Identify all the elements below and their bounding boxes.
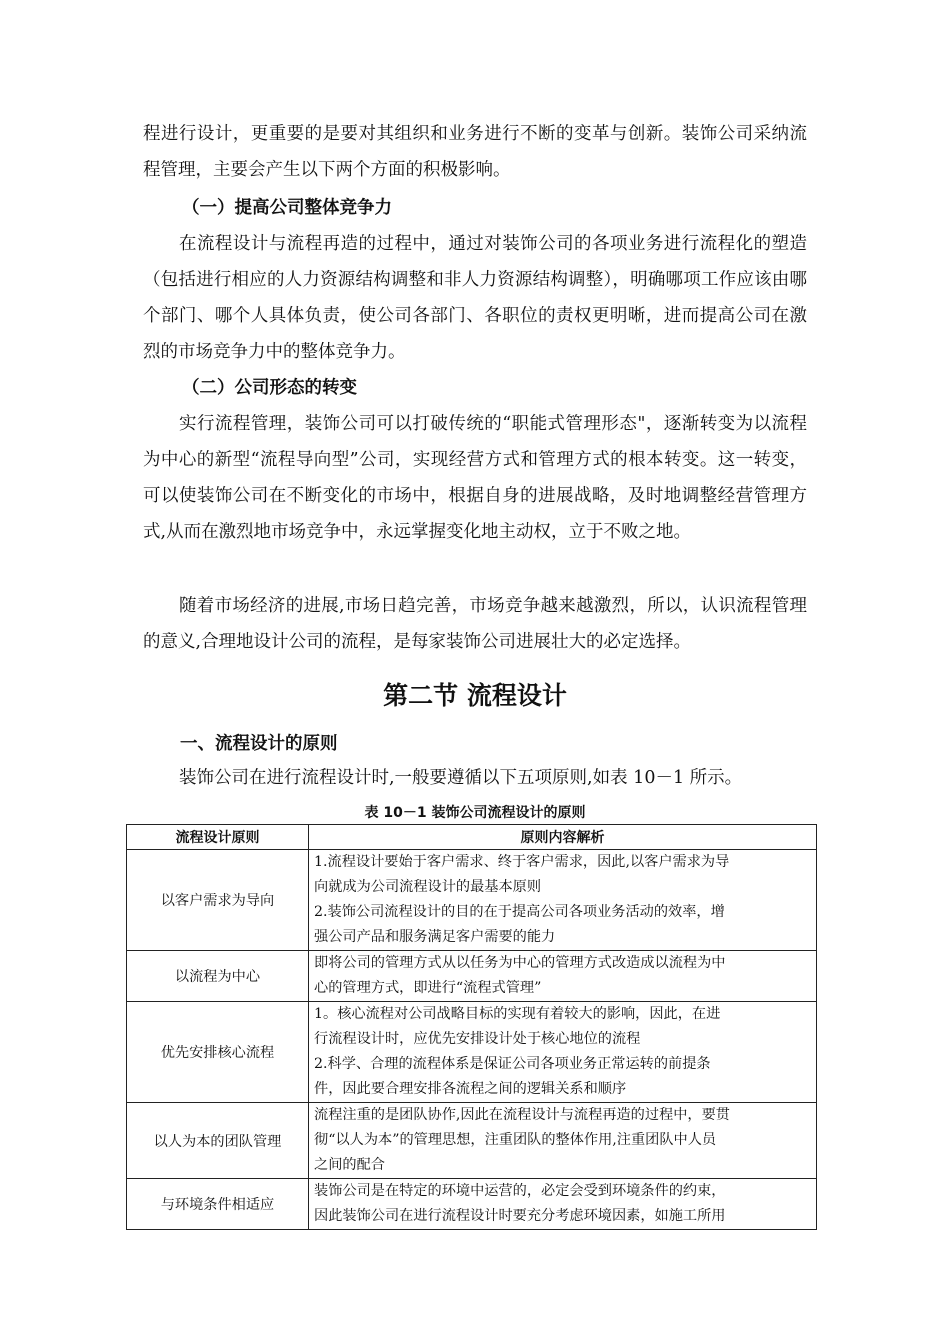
table-row: [127, 850, 817, 951]
transformation-paragraph: 实行流程管理，装饰公司可以打破传统的“职能式管理形态"，逐渐转变为以流程为中心的新型“流程导向型”公司，实现经营方式和管理方式的根本转变。这一转变，可以使装饰公司在不断变化的市场中，根据自身的进展战略，及时地调整经营管理方式,从而在激烈地市场竞争中，永远掌握变化地主动权，立于不败之地。: [143, 414, 807, 542]
table-row: [127, 1179, 817, 1230]
principles-table: [126, 824, 817, 1230]
description-line: 1。核心流程对公司战略目标的实现有着较大的影响，因此，在进: [314, 1006, 721, 1022]
description-line: 流程注重的是团队协作,因此在流程设计与流程再造的过程中，要贯: [314, 1107, 730, 1123]
principle-name: 以人为本的团队管理: [127, 1103, 309, 1179]
header-analysis: 原则内容解析: [309, 825, 817, 850]
subsection-title-transformation: （二）公司形态的转变: [182, 378, 357, 398]
intro-paragraph: 程进行设计，更重要的是要对其组织和业务进行不断的变革与创新。装饰公司采纳流程管理，主要会产生以下两个方面的积极影响。: [143, 124, 807, 180]
table-row: [127, 1002, 817, 1103]
principle-name: 优先安排核心流程: [127, 1002, 309, 1103]
principle-description: [309, 1002, 817, 1103]
description-line: 装饰公司是在特定的环境中运营的，必定会受到环境条件的约束，: [314, 1183, 726, 1199]
description-line: 1.流程设计要始于客户需求、终于客户需求，因此,以客户需求为导: [314, 854, 730, 870]
section-title: 第二节 流程设计: [383, 681, 567, 710]
principle-description: [309, 1179, 817, 1230]
description-line: 行流程设计时，应优先安排设计处于核心地位的流程: [314, 1031, 641, 1047]
principles-lead-paragraph: 装饰公司在进行流程设计时,一般要遵循以下五项原则,如表 10－1 所示。: [179, 768, 743, 788]
principle-name: 以流程为中心: [127, 951, 309, 1002]
description-line: 彻“以人为本”的管理思想，注重团队的整体作用,注重团队中人员: [314, 1132, 717, 1148]
description-line: 2.装饰公司流程设计的目的在于提高公司各项业务活动的效率，增: [314, 904, 725, 920]
description-line: 2.科学、合理的流程体系是保证公司各项业务正常运转的前提条: [314, 1056, 711, 1072]
principle-description: [309, 850, 817, 951]
closing-paragraph: 随着市场经济的进展,市场日趋完善，市场竞争越来越激烈，所以，认识流程管理的意义,合理地设计公司的流程，是每家装饰公司进展壮大的必定选择。: [143, 596, 807, 652]
competitiveness-paragraph: 在流程设计与流程再造的过程中，通过对装饰公司的各项业务进行流程化的塑造（包括进行相应的人力资源结构调整和非人力资源结构调整），明确哪项工作应该由哪个部门、哪个人具体负责，使公司各部门、各职位的责权更明晰，进而提高公司在激烈的市场竞争力中的整体竞争力。: [143, 234, 807, 362]
description-line: 即将公司的管理方式从以任务为中心的管理方式改造成以流程为中: [314, 955, 726, 971]
table-row: [127, 951, 817, 1002]
principle-description: [309, 1103, 817, 1179]
description-line: 因此装饰公司在进行流程设计时要充分考虑环境因素，如施工所用: [314, 1208, 726, 1224]
header-principle: 流程设计原则: [127, 825, 309, 850]
table-row: [127, 1103, 817, 1179]
principle-name: 与环境条件相适应: [127, 1179, 309, 1230]
principles-heading: 一、流程设计的原则: [180, 734, 338, 754]
principle-name: 以客户需求为导向: [127, 850, 309, 951]
table-header-row: [127, 825, 817, 850]
description-line: 心的管理方式，即进行“流程式管理”: [314, 980, 542, 996]
description-line: 向就成为公司流程设计的最基本原则: [314, 879, 542, 895]
description-line: 强公司产品和服务满足客户需要的能力: [314, 929, 556, 945]
table-caption: 表 10－1 装饰公司流程设计的原则: [364, 805, 586, 821]
description-line: 件，因此要合理安排各流程之间的逻辑关系和顺序: [314, 1081, 627, 1097]
subsection-title-competitiveness: （一）提高公司整体竞争力: [182, 198, 392, 218]
principle-description: [309, 951, 817, 1002]
description-line: 之间的配合: [314, 1157, 385, 1173]
